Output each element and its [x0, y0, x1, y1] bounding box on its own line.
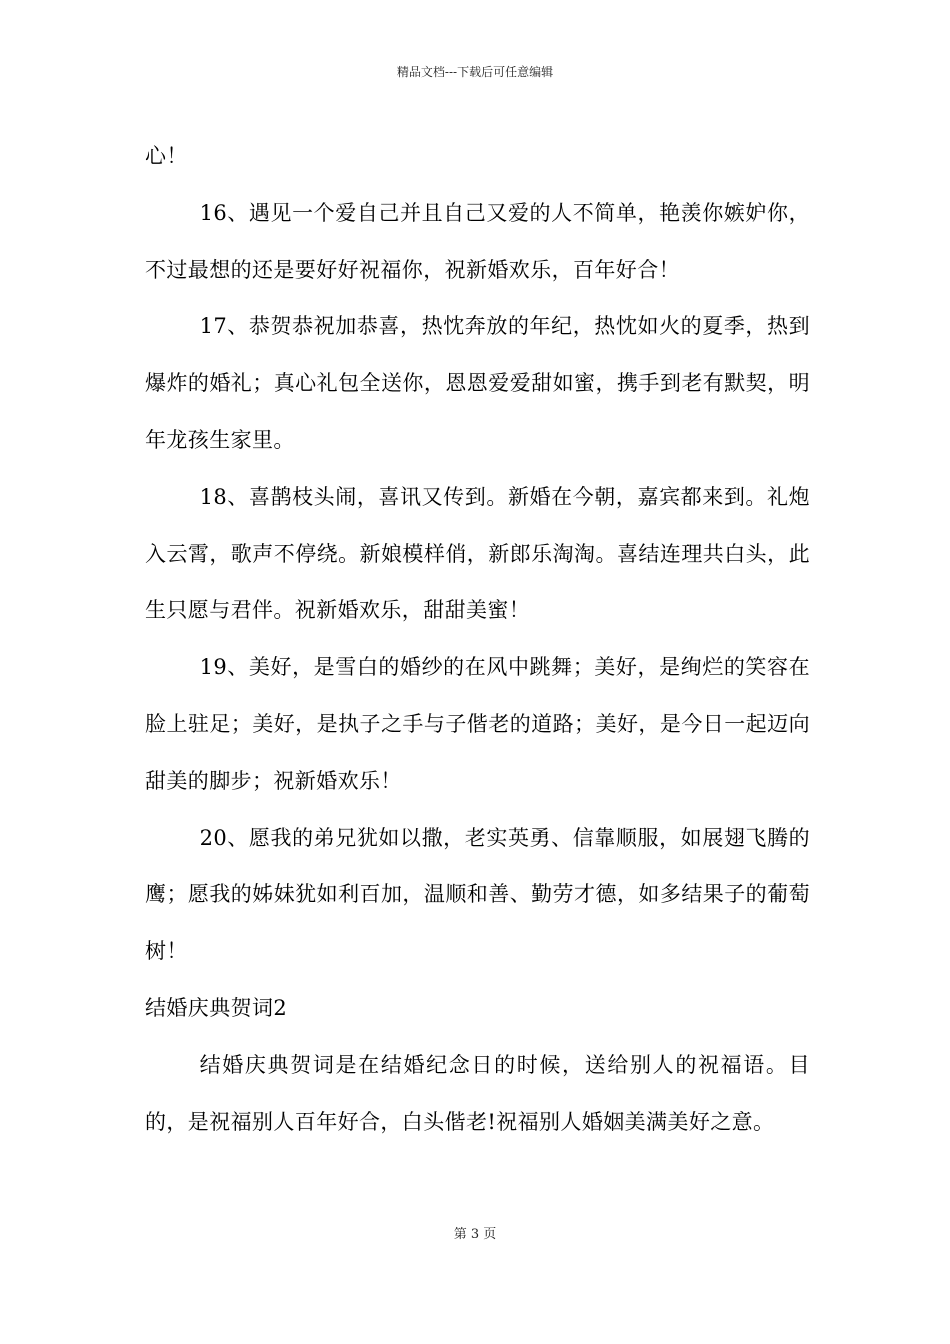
- paragraph-item-17: 17、恭贺恭祝加恭喜，热忱奔放的年纪，热忱如火的夏季，热到爆炸的婚礼；真心礼包全送你，恩恩爱爱甜如蜜，携手到老有默契，明年龙孩生家里。: [145, 314, 810, 452]
- paragraph-intro: 结婚庆典贺词是在结婚纪念日的时候，送给别人的祝福语。目的，是祝福别人百年好合，白头偕老!祝福别人婚姻美满美好之意。: [145, 1052, 810, 1134]
- section-heading: 结婚庆典贺词2: [145, 995, 288, 1020]
- paragraph-item-19: 19、美好，是雪白的婚纱的在风中跳舞；美好，是绚烂的笑容在脸上驻足；美好，是执子之手与子偕老的道路；美好，是今日一起迈向甜美的脚步；祝新婚欢乐！: [145, 655, 810, 793]
- paragraph-item-16: 16、遇见一个爱自己并且自己又爱的人不简单，艳羡你嫉妒你，不过最想的还是要好好祝福你，祝新婚欢乐，百年好合！: [145, 200, 810, 282]
- page-number: 第 3 页: [453, 1227, 497, 1242]
- paragraph-item-20: 20、愿我的弟兄犹如以撒，老实英勇、信靠顺服，如展翅飞腾的鹰；愿我的姊妹犹如利百加，温顺和善、勤劳才德，如多结果子的葡萄树！: [145, 825, 810, 964]
- page-header: 精品文档---下载后可任意编辑: [396, 65, 554, 79]
- paragraph-continuation: 心！: [145, 144, 188, 168]
- document-body: [145, 128, 810, 1150]
- paragraph-item-18: 18、喜鹊枝头闹，喜讯又传到。新婚在今朝，嘉宾都来到。礼炮入云霄，歌声不停绕。新娘模样俏，新郎乐淘淘。喜结连理共白头，此生只愿与君伴。祝新婚欢乐，甜甜美蜜！: [145, 484, 810, 623]
